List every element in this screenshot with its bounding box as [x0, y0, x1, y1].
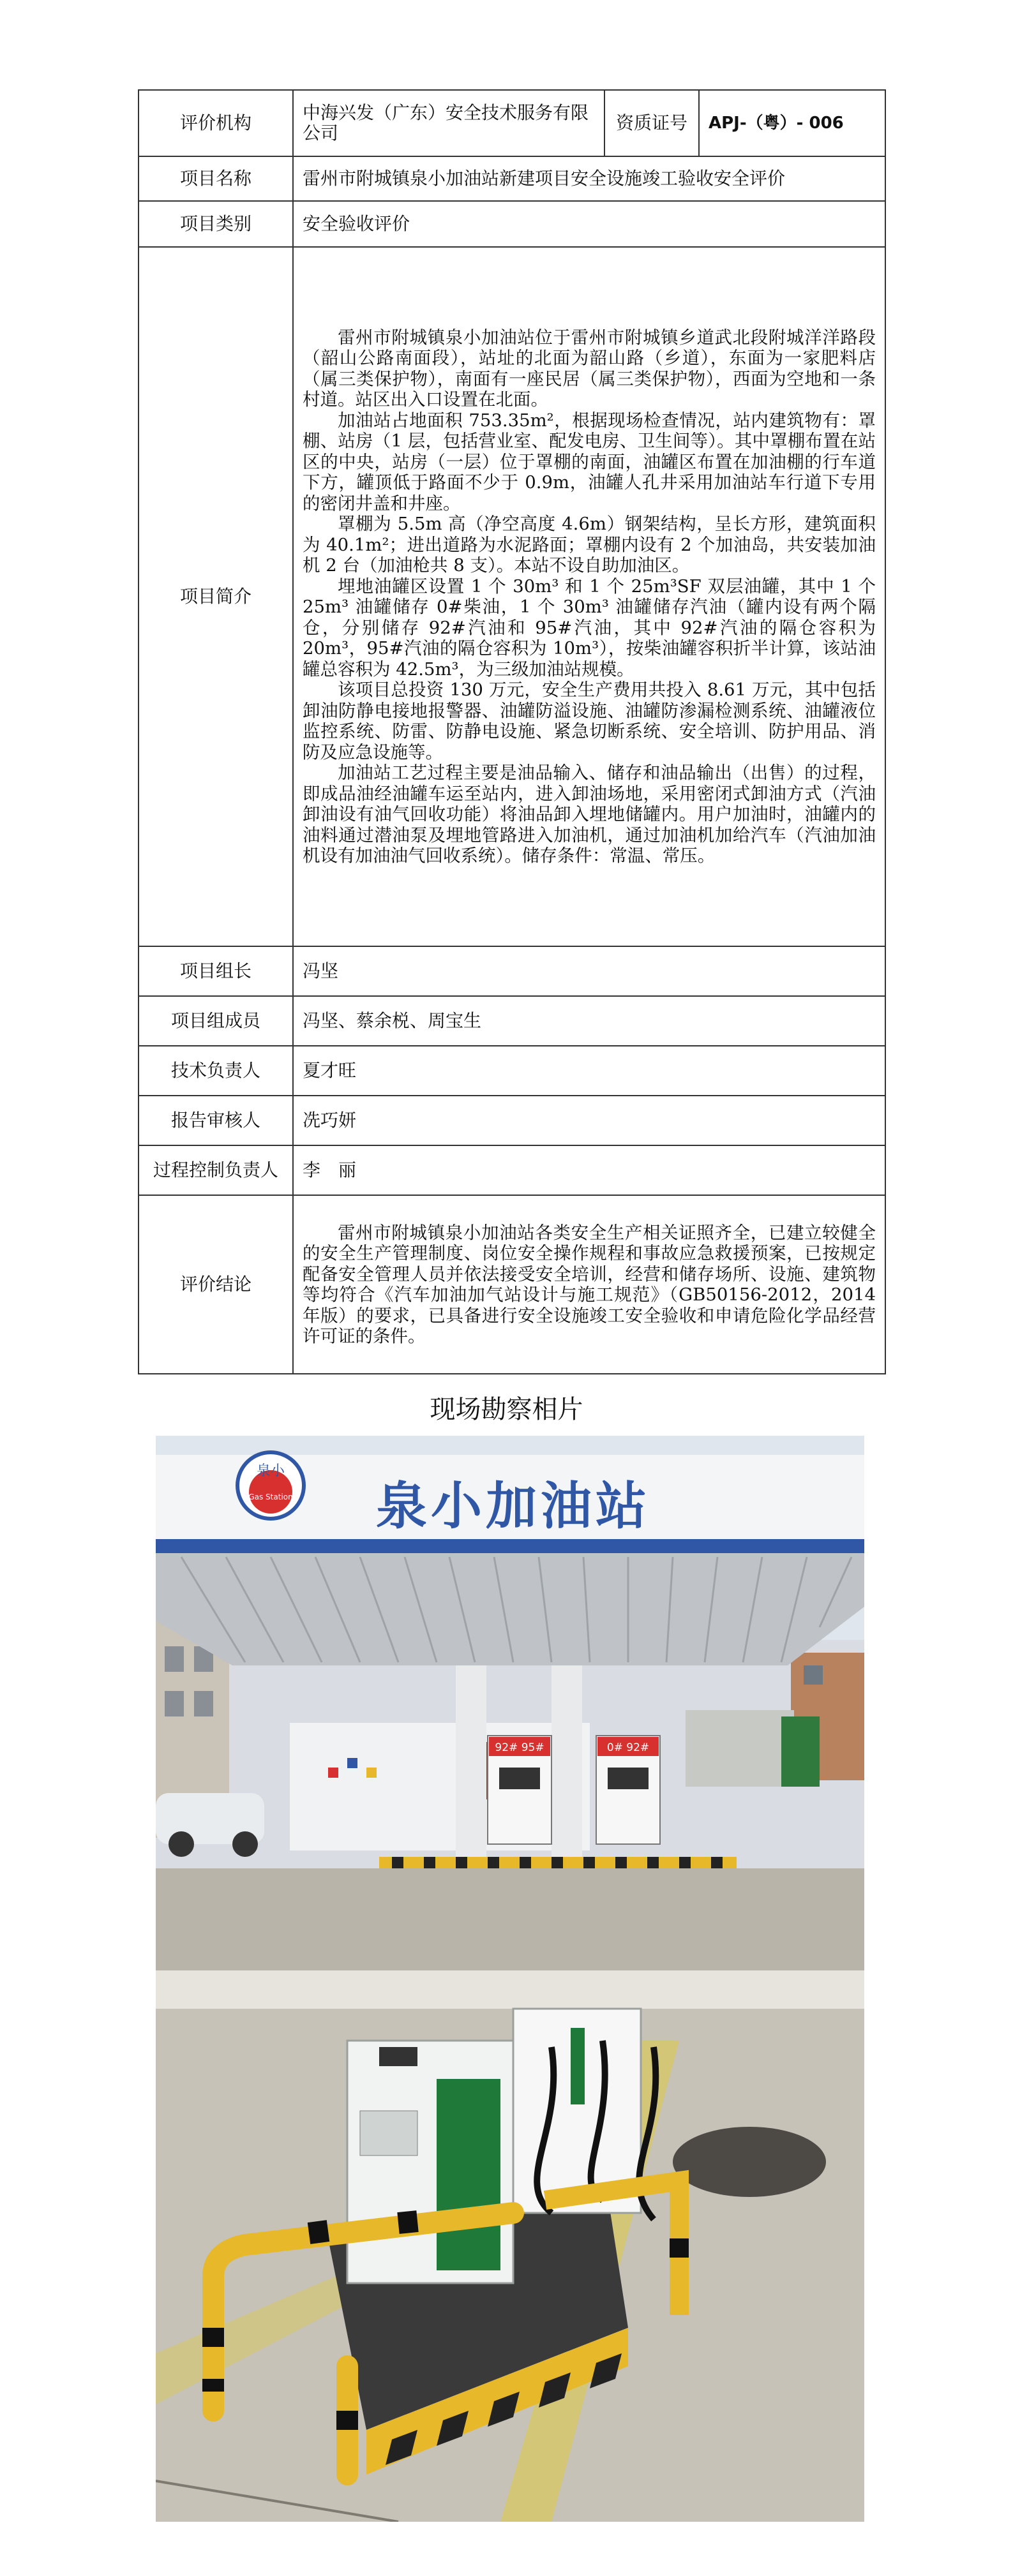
row-intro	[139, 247, 885, 946]
conclusion-label: 评价结论	[139, 1195, 293, 1374]
logo-text-bottom: Gas Station	[248, 1493, 293, 1501]
photo-gas-station-canopy	[156, 1436, 864, 1972]
cert-label: 资质证号	[604, 90, 699, 156]
fuel-pump-left	[488, 1736, 552, 1844]
conclusion-cell	[293, 1195, 885, 1374]
type-label: 项目类别	[139, 201, 293, 247]
type-value: 安全验收评价	[293, 201, 885, 247]
photo-pump-island	[156, 1970, 864, 2522]
fuel-pump-right	[596, 1736, 660, 1844]
cert-value: APJ-（粤）- 006	[699, 90, 885, 156]
name-value: 雷州市附城镇泉小加油站新建项目安全设施竣工验收安全评价	[293, 156, 885, 201]
members-label: 项目组成员	[139, 996, 293, 1046]
tech-label: 技术负责人	[139, 1046, 293, 1096]
pump-left-label: 92# 95#	[495, 1741, 544, 1754]
intro-label: 项目简介	[139, 247, 293, 946]
logo-text-top: 泉小	[256, 1463, 285, 1479]
review-value: 冼巧妍	[293, 1096, 885, 1145]
org-label: 评价机构	[139, 90, 293, 156]
row-type	[139, 201, 885, 247]
pump-right-label: 0# 92#	[606, 1741, 650, 1754]
pump-island-photo-illustration	[156, 1970, 864, 2522]
row-tech	[139, 1046, 885, 1096]
intro-paragraph: 埋地油罐区设置 1 个 30m³ 和 1 个 25m³SF 双层油罐，其中 1 个 25m³ 油罐储存 0#柴油，1 个 30m³ 油罐储存汽油（罐内设有两个隔仓，分别储存 92#汽油和 95#汽油，其中 92#汽油的隔仓容积为 20m³，95#汽油的隔仓容积为 10m³），按柴油罐容积折半计算，该站油罐总容积为 42.5m³，为三级加油站规模。	[303, 576, 876, 680]
name-label: 项目名称	[139, 156, 293, 201]
review-label: 报告审核人	[139, 1096, 293, 1145]
row-process	[139, 1145, 885, 1195]
intro-paragraph: 加油站占地面积 753.35m²，根据现场检查情况，站内建筑物有：罩棚、站房（1 层，包括营业室、配发电房、卫生间等）。其中罩棚布置在站区的中央，站房（一层）位于罩棚的南面，油罐区布置在加油棚的行车道下方，罐顶低于路面不少于 0.9m，油罐人孔井采用加油站车行道下专用的密闭井盖和井座。	[303, 410, 876, 514]
row-conclusion	[139, 1195, 885, 1374]
intro-paragraph: 雷州市附城镇泉小加油站位于雷州市附城镇乡道武北段附城洋洋路段（韶山公路南面段），站址的北面为韶山路（乡道），东面为一家肥料店（属三类保护物），南面有一座民居（属三类保护物），西面为空地和一条村道。站区出入口设置在北面。	[303, 327, 876, 410]
photo-section-title: 现场勘察相片	[430, 1395, 583, 1424]
intro-body	[293, 247, 885, 946]
row-leader	[139, 946, 885, 996]
intro-paragraph: 罩棚为 5.5m 高（净空高度 4.6m）钢架结构，呈长方形，建筑面积为 40.1m²；进出道路为水泥路面；罩棚内设有 2 个加油岛，共安装加油机 2 台（加油枪共 8 支）。本站不设自助加油区。	[303, 514, 876, 576]
intro-paragraph: 该项目总投资 130 万元，安全生产费用共投入 8.61 万元，其中包括卸油防静电接地报警器、油罐防溢设施、油罐防渗漏检测系统、油罐液位监控系统、防雷、防静电设施、紧急切断系统、安全培训、防护用品、消防及应急设施等。	[303, 680, 876, 763]
intro-paragraph: 加油站工艺过程主要是油品输入、储存和油品输出（出售）的过程，即成品油经油罐车运至站内，进入卸油场地，采用密闭式卸油方式（汽油卸油设有油气回收功能）将油品卸入埋地储罐内。用户加油时，油罐内的油料通过潜油泵及埋地管路进入加油机，通过加油机加给汽车（汽油加油机设有加油油气回收系统）。储存条件：常温、常压。	[303, 763, 876, 866]
process-label: 过程控制负责人	[139, 1145, 293, 1195]
leader-label: 项目组长	[139, 946, 293, 996]
leader-value: 冯坚	[293, 946, 885, 996]
tech-value: 夏才旺	[293, 1046, 885, 1096]
row-name	[139, 156, 885, 201]
info-table	[138, 89, 886, 1374]
canopy-photo-illustration	[156, 1436, 864, 1972]
evaluation-document	[138, 89, 885, 1374]
org-value: 中海兴发（广东）安全技术服务有限公司	[293, 90, 604, 156]
members-value: 冯坚、蔡余棁、周宝生	[293, 996, 885, 1046]
row-members	[139, 996, 885, 1046]
canopy-sign-text: 泉小加油站	[376, 1477, 650, 1536]
conclusion-value: 雷州市附城镇泉小加油站各类安全生产相关证照齐全，已建立较健全的安全生产管理制度、岗位安全操作规程和事故应急救援预案，已按规定配备安全管理人员并依法接受安全培训，经营和储存场所、设施、建筑物等均符合《汽车加油加气站设计与施工规范》（GB50156-2012，2014 年版）的要求，已具备进行安全设施竣工安全验收和申请危险化学品经营许可证的条件。	[303, 1222, 876, 1346]
process-value: 李 丽	[293, 1145, 885, 1195]
row-review	[139, 1096, 885, 1145]
row-org	[139, 90, 885, 156]
